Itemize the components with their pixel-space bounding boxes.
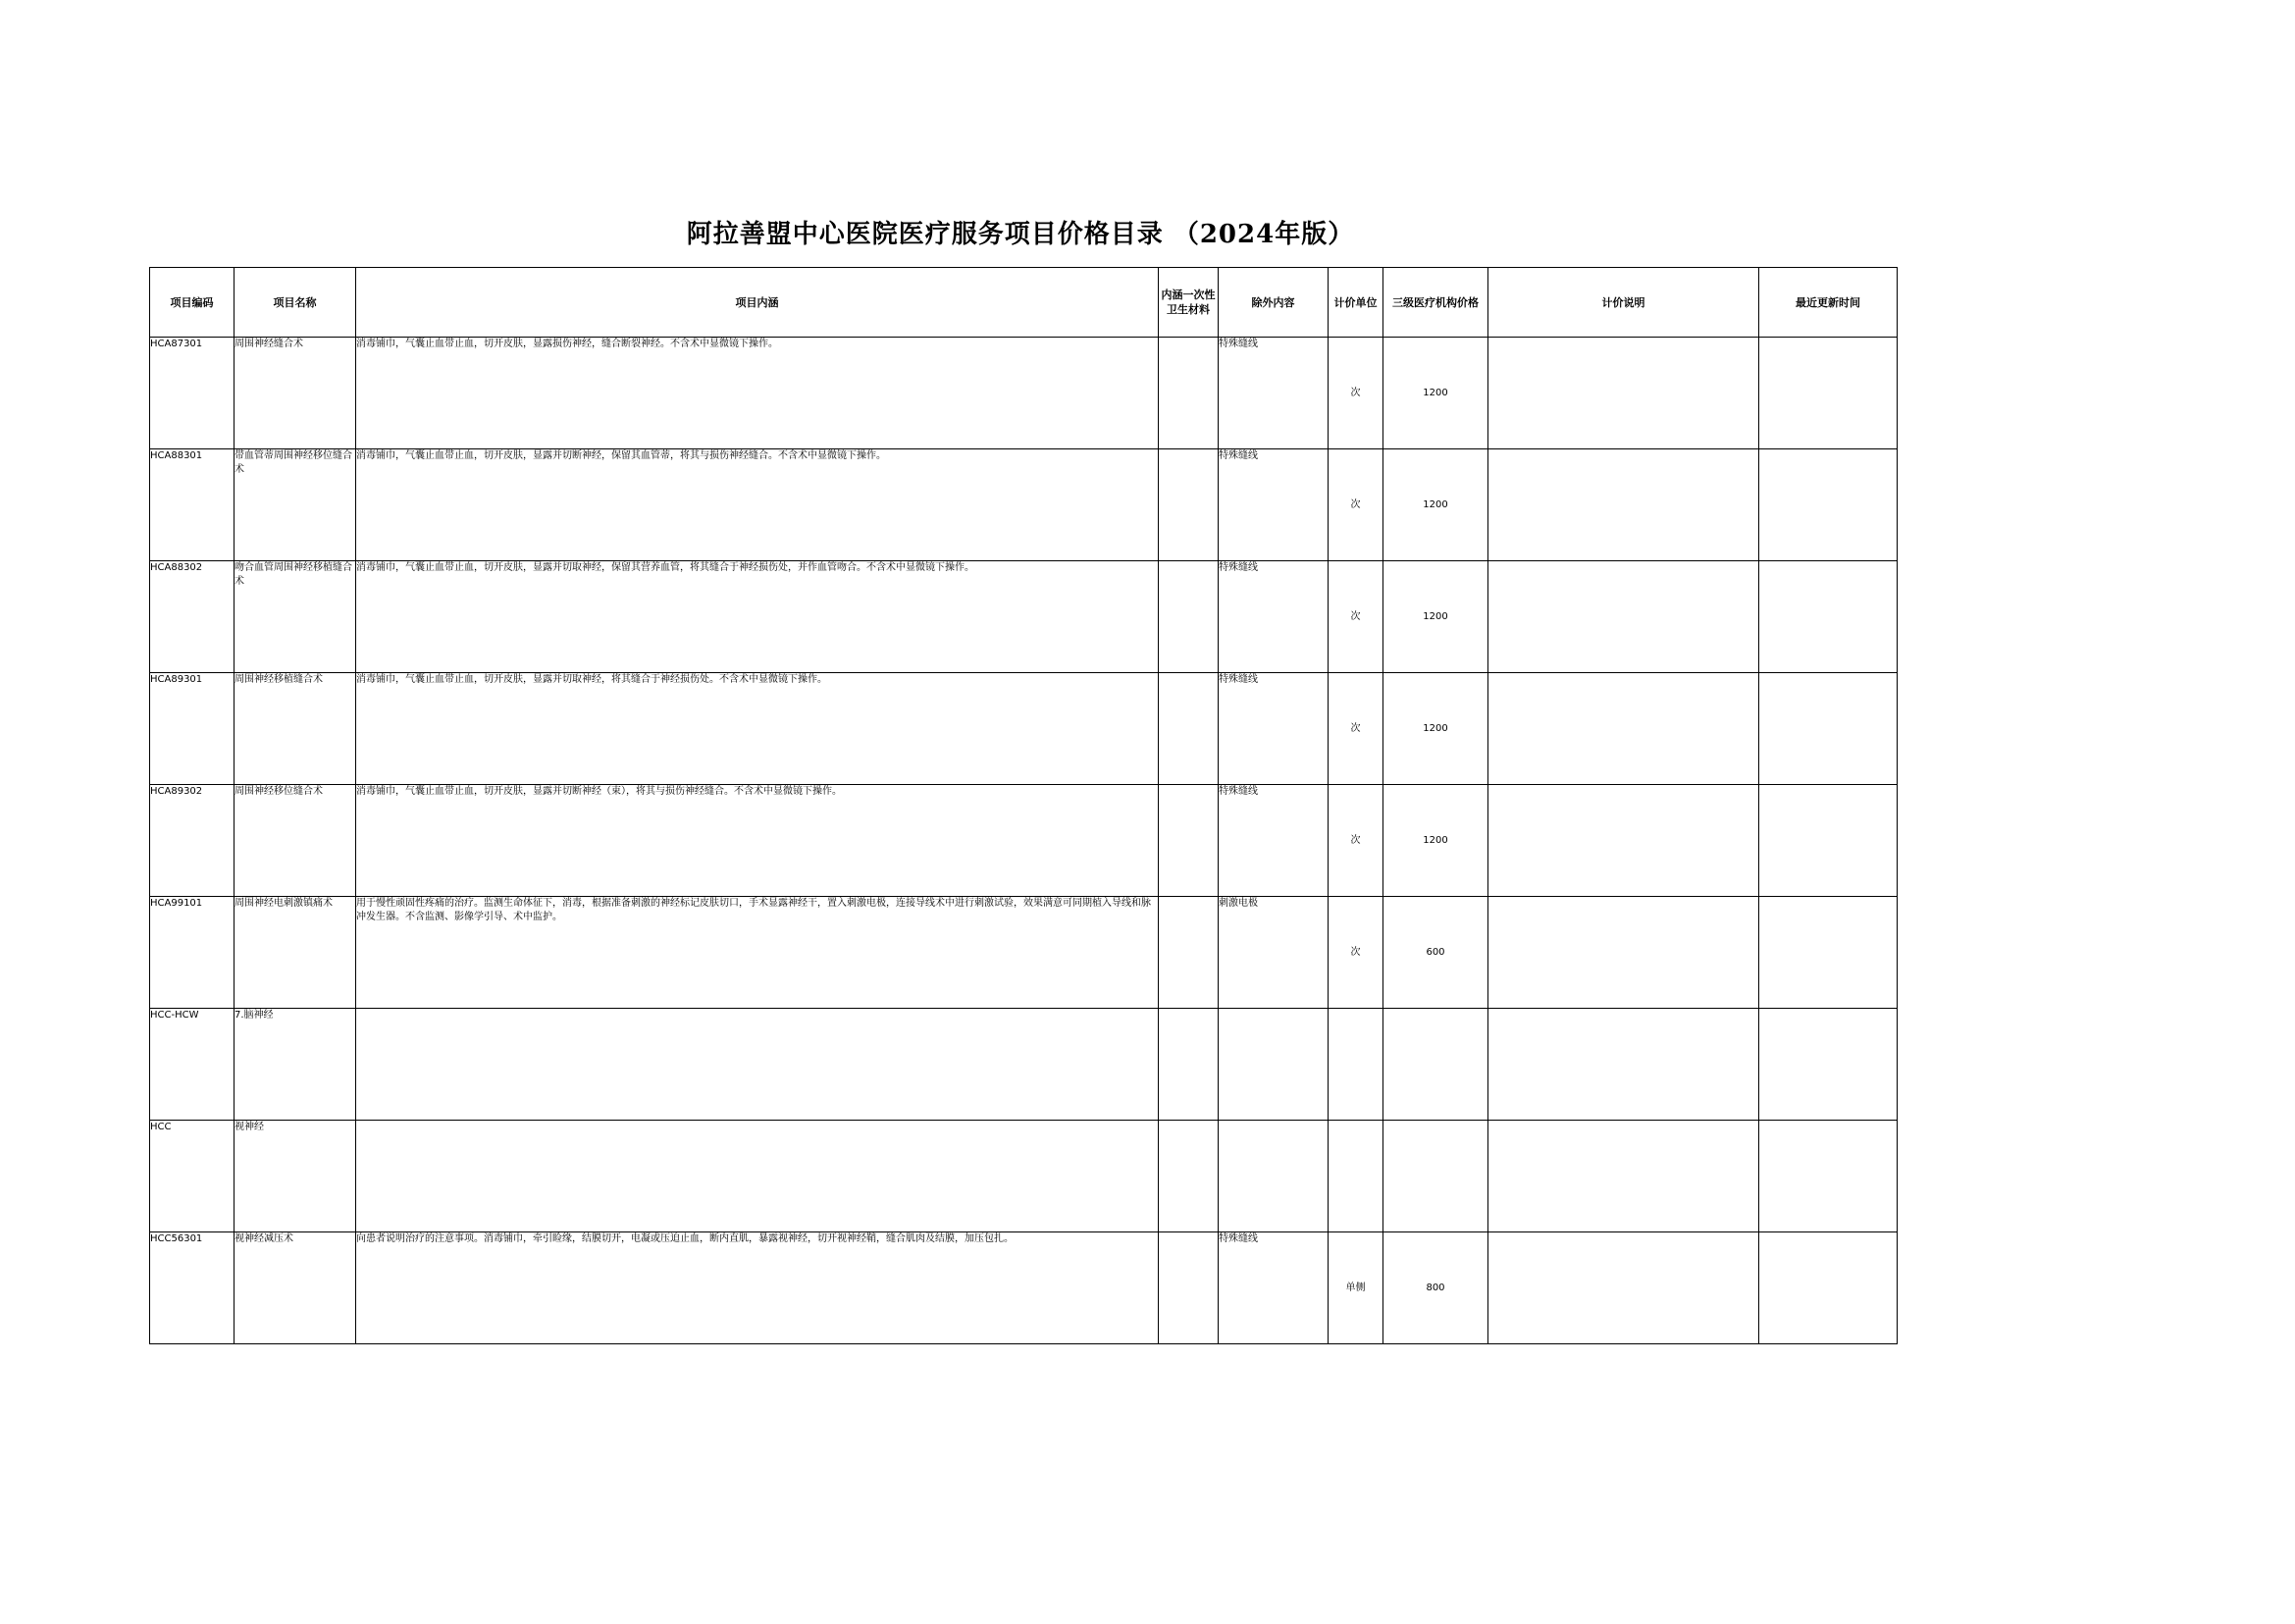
header-excluded: 除外内容 [1219, 268, 1329, 338]
cell-updated [1759, 1009, 1898, 1121]
cell-excluded: 刺激电极 [1219, 897, 1329, 1009]
cell-updated [1759, 897, 1898, 1009]
cell-unit: 次 [1329, 338, 1383, 449]
cell-code: HCC-HCW [150, 1009, 235, 1121]
cell-unit [1329, 1121, 1383, 1232]
cell-excluded: 特殊缝线 [1219, 1232, 1329, 1344]
cell-note [1488, 1121, 1759, 1232]
cell-name: 周围神经移植缝合术 [235, 673, 356, 785]
cell-note [1488, 785, 1759, 897]
cell-price: 600 [1383, 897, 1488, 1009]
cell-name: 视神经 [235, 1121, 356, 1232]
cell-excluded: 特殊缝线 [1219, 338, 1329, 449]
cell-content: 消毒铺巾，气囊止血带止血，切开皮肤，显露损伤神经，缝合断裂神经。不含术中显微镜下操作。 [356, 338, 1159, 449]
cell-price [1383, 1121, 1488, 1232]
cell-updated [1759, 673, 1898, 785]
header-code: 项目编码 [150, 268, 235, 338]
table-header-row [150, 268, 1898, 338]
cell-updated [1759, 785, 1898, 897]
cell-price: 1200 [1383, 338, 1488, 449]
cell-consumables [1159, 1009, 1219, 1121]
cell-content: 向患者说明治疗的注意事项。消毒铺巾，牵引睑缘，结膜切开，电凝或压迫止血，断内直肌，暴露视神经，切开视神经鞘，缝合肌肉及结膜，加压包扎。 [356, 1232, 1159, 1344]
cell-content: 消毒铺巾，气囊止血带止血，切开皮肤，显露并切断神经（束），将其与损伤神经缝合。不含术中显微镜下操作。 [356, 785, 1159, 897]
header-consumables: 内涵一次性卫生材料 [1159, 268, 1219, 338]
cell-content [356, 1009, 1159, 1121]
cell-unit: 次 [1329, 673, 1383, 785]
cell-code: HCC [150, 1121, 235, 1232]
cell-consumables [1159, 561, 1219, 673]
cell-name: 周围神经缝合术 [235, 338, 356, 449]
cell-price: 800 [1383, 1232, 1488, 1344]
cell-content: 消毒铺巾，气囊止血带止血，切开皮肤，显露并切取神经，将其缝合于神经损伤处。不含术中显微镜下操作。 [356, 673, 1159, 785]
cell-consumables [1159, 785, 1219, 897]
cell-note [1488, 1009, 1759, 1121]
cell-code: HCC56301 [150, 1232, 235, 1344]
cell-price: 1200 [1383, 785, 1488, 897]
header-name: 项目名称 [235, 268, 356, 338]
cell-note [1488, 338, 1759, 449]
cell-updated [1759, 449, 1898, 561]
cell-name: 视神经减压术 [235, 1232, 356, 1344]
cell-name: 带血管蒂周围神经移位缝合术 [235, 449, 356, 561]
cell-unit: 次 [1329, 897, 1383, 1009]
cell-note [1488, 561, 1759, 673]
table-row [150, 673, 1898, 785]
header-price: 三级医疗机构价格 [1383, 268, 1488, 338]
cell-excluded: 特殊缝线 [1219, 673, 1329, 785]
cell-consumables [1159, 1232, 1219, 1344]
cell-note [1488, 673, 1759, 785]
cell-price: 1200 [1383, 561, 1488, 673]
cell-name: 7.脑神经 [235, 1009, 356, 1121]
cell-price: 1200 [1383, 673, 1488, 785]
table-row [150, 561, 1898, 673]
document-title: 阿拉善盟中心医院医疗服务项目价格目录 （2024年版） [686, 220, 1355, 249]
cell-excluded: 特殊缝线 [1219, 561, 1329, 673]
header-note: 计价说明 [1488, 268, 1759, 338]
header-updated: 最近更新时间 [1759, 268, 1898, 338]
cell-name: 吻合血管周围神经移植缝合术 [235, 561, 356, 673]
table-row [150, 1009, 1898, 1121]
price-table [149, 267, 1898, 1344]
cell-updated [1759, 1121, 1898, 1232]
cell-price: 1200 [1383, 449, 1488, 561]
cell-updated [1759, 1232, 1898, 1344]
table-row [150, 338, 1898, 449]
cell-excluded [1219, 1121, 1329, 1232]
cell-code: HCA89302 [150, 785, 235, 897]
cell-updated [1759, 338, 1898, 449]
cell-unit: 单侧 [1329, 1232, 1383, 1344]
cell-consumables [1159, 673, 1219, 785]
cell-name: 周围神经移位缝合术 [235, 785, 356, 897]
cell-code: HCA89301 [150, 673, 235, 785]
cell-consumables [1159, 1121, 1219, 1232]
cell-content: 消毒铺巾，气囊止血带止血，切开皮肤，显露并切断神经，保留其血管蒂，将其与损伤神经缝合。不含术中显微镜下操作。 [356, 449, 1159, 561]
cell-excluded [1219, 1009, 1329, 1121]
cell-unit [1329, 1009, 1383, 1121]
cell-price [1383, 1009, 1488, 1121]
cell-note [1488, 449, 1759, 561]
header-content: 项目内涵 [356, 268, 1159, 338]
cell-note [1488, 897, 1759, 1009]
cell-excluded: 特殊缝线 [1219, 449, 1329, 561]
cell-unit: 次 [1329, 785, 1383, 897]
cell-code: HCA99101 [150, 897, 235, 1009]
table-row [150, 785, 1898, 897]
cell-excluded: 特殊缝线 [1219, 785, 1329, 897]
cell-name: 周围神经电刺激镇痛术 [235, 897, 356, 1009]
table-row [150, 1121, 1898, 1232]
table-row [150, 1232, 1898, 1344]
cell-consumables [1159, 897, 1219, 1009]
cell-consumables [1159, 338, 1219, 449]
table-row [150, 449, 1898, 561]
cell-updated [1759, 561, 1898, 673]
cell-unit: 次 [1329, 449, 1383, 561]
cell-content: 消毒铺巾，气囊止血带止血，切开皮肤，显露并切取神经，保留其营养血管，将其缝合于神经损伤处，并作血管吻合。不含术中显微镜下操作。 [356, 561, 1159, 673]
cell-note [1488, 1232, 1759, 1344]
cell-consumables [1159, 449, 1219, 561]
cell-content: 用于慢性顽固性疼痛的治疗。监测生命体征下，消毒，根据准备刺激的神经标记皮肤切口，手术显露神经干，置入刺激电极，连接导线术中进行刺激试验，效果满意可同期植入导线和脉冲发生器。不含监测、影像学引导、术中监护。 [356, 897, 1159, 1009]
cell-code: HCA88301 [150, 449, 235, 561]
cell-content [356, 1121, 1159, 1232]
cell-code: HCA87301 [150, 338, 235, 449]
table-row [150, 897, 1898, 1009]
header-unit: 计价单位 [1329, 268, 1383, 338]
cell-code: HCA88302 [150, 561, 235, 673]
cell-unit: 次 [1329, 561, 1383, 673]
